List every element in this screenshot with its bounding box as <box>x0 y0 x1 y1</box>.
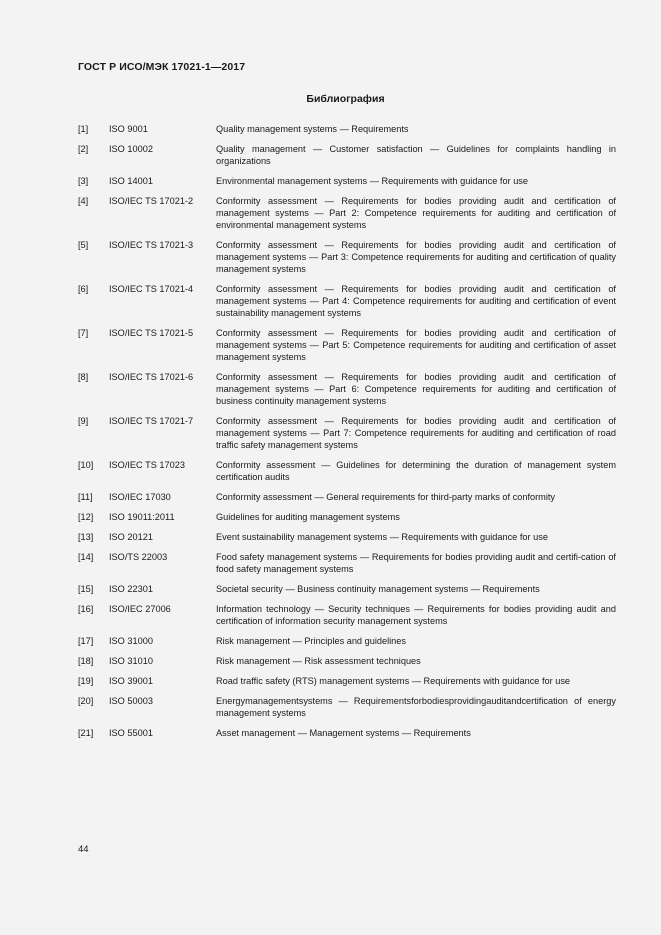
entry-number: [1] <box>78 124 89 134</box>
entry-number: [2] <box>78 144 89 154</box>
entry-title: Conformity assessment — Requirements for bodies providing audit and certification of management systems — Part 5: Competence requirements for auditing and certification of asset management systems <box>216 328 616 362</box>
entry-title: Conformity assessment — Requirements for bodies providing audit and certification of management systems — Part 2: Competence requirements for auditing and certification of environmental management systems <box>216 196 616 230</box>
bibliography-entry <box>78 415 616 451</box>
document-header: ГОСТ Р ИСО/МЭК 17021-1—2017 <box>78 61 246 73</box>
bibliography-entry <box>78 635 616 647</box>
bibliography-entry <box>78 283 616 319</box>
entry-standard: ISO/TS 22003 <box>109 552 168 562</box>
bibliography-entry <box>78 511 616 523</box>
entry-number: [8] <box>78 372 89 382</box>
entry-number: [19] <box>78 676 94 686</box>
entry-standard: ISO/IEC TS 17021-6 <box>109 372 194 382</box>
entry-title: Energymanagementsystems — Requirementsforbodiesprovidingauditandcertification of energy management systems <box>216 696 616 718</box>
entry-number: [11] <box>78 492 93 502</box>
entry-number: [17] <box>78 636 94 646</box>
entry-standard: ISO/IEC TS 17021-4 <box>109 284 194 294</box>
entry-number: [7] <box>78 328 89 338</box>
entry-number: [20] <box>78 696 94 706</box>
entry-title: Conformity assessment — Requirements for bodies providing audit and certification of management systems — Part 4: Competence requirements for auditing and certification of event sustainability management systems <box>216 284 616 318</box>
entry-title: Conformity assessment — Requirements for bodies providing audit and certification of management systems — Part 7: Competence requirements for auditing and certification of road traffic safety management systems <box>216 416 616 450</box>
entry-standard: ISO 9001 <box>109 124 148 134</box>
entry-title: Road traffic safety (RTS) management systems — Requirements with guidance for use <box>216 676 571 686</box>
bibliography-entry <box>78 123 616 135</box>
bibliography-entry <box>78 175 616 187</box>
entry-title: Environmental management systems — Requirements with guidance for use <box>216 176 529 186</box>
entry-standard: ISO/IEC TS 17021-2 <box>109 196 194 206</box>
bibliography-entry <box>78 239 616 275</box>
entry-title: Conformity assessment — Requirements for bodies providing audit and certification of management systems — Part 6: Competence requirements for auditing and certification of business continuity management systems <box>216 372 616 406</box>
entry-title: Event sustainability management systems — Requirements with guidance for use <box>216 532 548 542</box>
bibliography-entry <box>78 531 616 543</box>
entry-title: Information technology — Security techniques — Requirements for bodies providing audit and certification of information security management systems <box>216 604 616 626</box>
entry-standard: ISO 55001 <box>109 728 153 738</box>
entry-standard: ISO 50003 <box>109 696 153 706</box>
bibliography-entry <box>78 695 616 719</box>
entry-standard: ISO/IEC TS 17021-7 <box>109 416 194 426</box>
bibliography-entry <box>78 459 616 483</box>
bibliography-entry <box>78 143 616 167</box>
bibliography-entry <box>78 603 616 627</box>
entry-title: Quality management — Customer satisfaction — Guidelines for complaints handling in organizations <box>216 144 616 166</box>
entry-number: [10] <box>78 460 94 470</box>
entry-number: [14] <box>78 552 94 562</box>
entry-number: [21] <box>78 728 94 738</box>
entry-title: Quality management systems — Requirements <box>216 124 409 134</box>
entry-standard: ISO/IEC TS 17021-3 <box>109 240 194 250</box>
entry-standard: ISO 31000 <box>109 636 153 646</box>
entry-standard: ISO/IEC 27006 <box>109 604 171 614</box>
bibliography-entry <box>78 327 616 363</box>
page-number: 44 <box>78 844 89 855</box>
entry-standard: ISO 19011:2011 <box>109 512 175 522</box>
entry-number: [12] <box>78 512 94 522</box>
entry-title: Conformity assessment — Guidelines for determining the duration of management system certification audits <box>216 460 616 482</box>
entry-standard: ISO 22301 <box>109 584 153 594</box>
bibliography-entry <box>78 195 616 231</box>
entry-number: [3] <box>78 176 89 186</box>
bibliography-entry <box>78 727 616 739</box>
entry-title: Food safety management systems — Requirements for bodies providing audit and certifi-cation of food safety management systems <box>216 552 616 574</box>
bibliography-entry <box>78 675 616 687</box>
section-title: Библиография <box>306 93 385 105</box>
entry-title: Societal security — Business continuity management systems — Requirements <box>216 584 540 594</box>
entry-title: Conformity assessment — General requirements for third-party marks of conformity <box>216 492 556 502</box>
entry-number: [5] <box>78 240 89 250</box>
entry-number: [16] <box>78 604 94 614</box>
bibliography-entry <box>78 371 616 407</box>
entry-title: Risk management — Risk assessment techniques <box>216 656 421 666</box>
entry-standard: ISO 31010 <box>109 656 153 666</box>
entry-number: [6] <box>78 284 89 294</box>
entry-number: [9] <box>78 416 89 426</box>
bibliography-entry <box>78 583 616 595</box>
entry-standard: ISO/IEC TS 17023 <box>109 460 185 470</box>
entry-standard: ISO 10002 <box>109 144 153 154</box>
entry-standard: ISO 14001 <box>109 176 153 186</box>
entry-title: Guidelines for auditing management systems <box>216 512 400 522</box>
entry-number: [15] <box>78 584 94 594</box>
bibliography-entry <box>78 491 616 503</box>
entry-standard: ISO/IEC 17030 <box>109 492 171 502</box>
entry-standard: ISO 39001 <box>109 676 153 686</box>
entry-number: [13] <box>78 532 94 542</box>
bibliography-entry <box>78 551 616 575</box>
entry-number: [4] <box>78 196 89 206</box>
entry-standard: ISO 20121 <box>109 532 153 542</box>
entry-number: [18] <box>78 656 94 666</box>
entry-title: Risk management — Principles and guidelines <box>216 636 406 646</box>
bibliography-list <box>78 123 616 747</box>
entry-title: Asset management — Management systems — Requirements <box>216 728 471 738</box>
bibliography-entry <box>78 655 616 667</box>
entry-title: Conformity assessment — Requirements for bodies providing audit and certification of management systems — Part 3: Competence requirements for auditing and certification of quality management systems <box>216 240 616 274</box>
entry-standard: ISO/IEC TS 17021-5 <box>109 328 194 338</box>
